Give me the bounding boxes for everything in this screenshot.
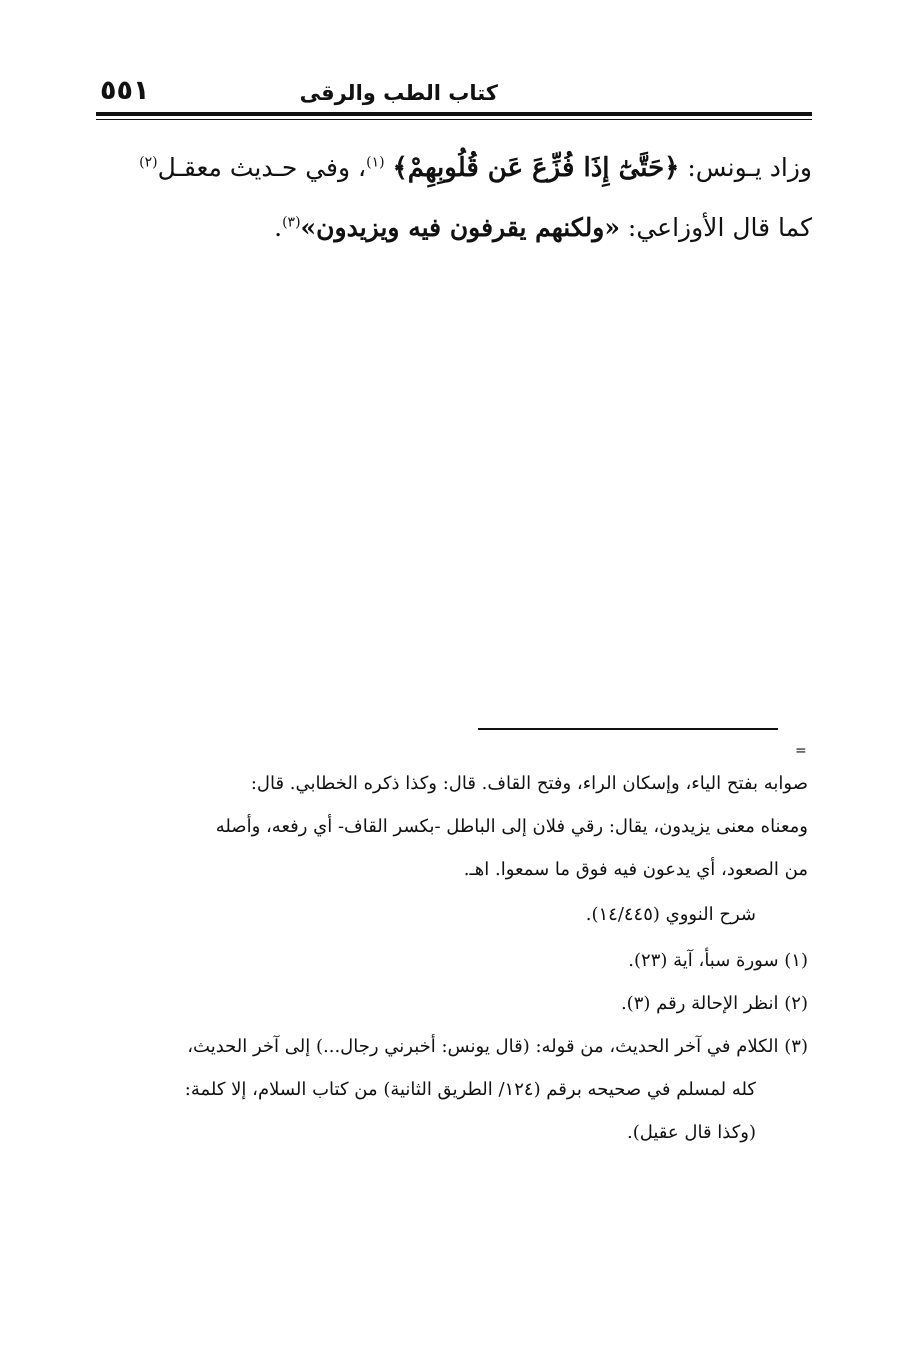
footnote-separator [478, 728, 778, 730]
footnotes [96, 762, 808, 1154]
main-text-segment: وزاد يـونس: [679, 153, 812, 182]
quran-verse: ﴿حَتَّىٰٓ إِذَا فُزِّعَ عَن قُلُوبِهِمْ﴾ [392, 153, 680, 183]
footnote-continuation [96, 762, 808, 891]
page-header [96, 74, 812, 114]
main-text [96, 138, 812, 258]
footnote-ref-2: (٢) [139, 154, 158, 171]
footnote-2: (٢) انظر الإحالة رقم (٣). [620, 993, 808, 1014]
page-number: ٥٥١ [100, 75, 150, 106]
header-rule-thin [96, 119, 812, 120]
footnote-3-line: (٣) الكلام في آخر الحديث، من قوله: (قال يونس: أخبرني رجال...) إلى آخر الحديث، [187, 1036, 808, 1057]
main-text-segment: كما قال الأوزاعي: [619, 213, 812, 242]
footnote-3-line: كله لمسلم في صحيحه برقم (١٢٤/ الطريق الثانية) من كتاب السلام، إلا كلمة: [184, 1079, 756, 1100]
footnote-3-line: (وكذا قال عقيل). [627, 1122, 756, 1143]
footnote-line: صوابه بفتح الياء، وإسكان الراء، وفتح القاف. قال: وكذا ذكره الخطابي. قال: [250, 773, 808, 794]
main-line-1 [96, 138, 812, 198]
continuation-mark: = [795, 743, 807, 759]
footnote-source: شرح النووي (١٤/٤٤٥). [585, 904, 756, 925]
book-title: كتاب الطب والرقى [299, 81, 498, 105]
main-line-2 [96, 198, 812, 258]
main-text-segment: . [274, 213, 283, 242]
footnote-1: (١) سورة سبأ، آية (٢٣). [628, 950, 808, 971]
header-rule-thick [96, 112, 812, 116]
footnote-line: ومعناه معنى يزيدون، يقال: رقي فلان إلى الباطل -بكسر القاف- أي رفعه، وأصله [215, 816, 808, 837]
main-text-segment: ، وفي حـديث معقـل [157, 153, 367, 182]
hadith-quote: «ولكنهم يقرفون فيه ويزيدون» [300, 213, 620, 242]
footnote-line: من الصعود، أي يدعون فيه فوق ما سمعوا. اهـ. [463, 859, 808, 880]
footnote-ref-1: (١) [366, 154, 385, 171]
footnote-ref-3: (٣) [282, 214, 301, 231]
